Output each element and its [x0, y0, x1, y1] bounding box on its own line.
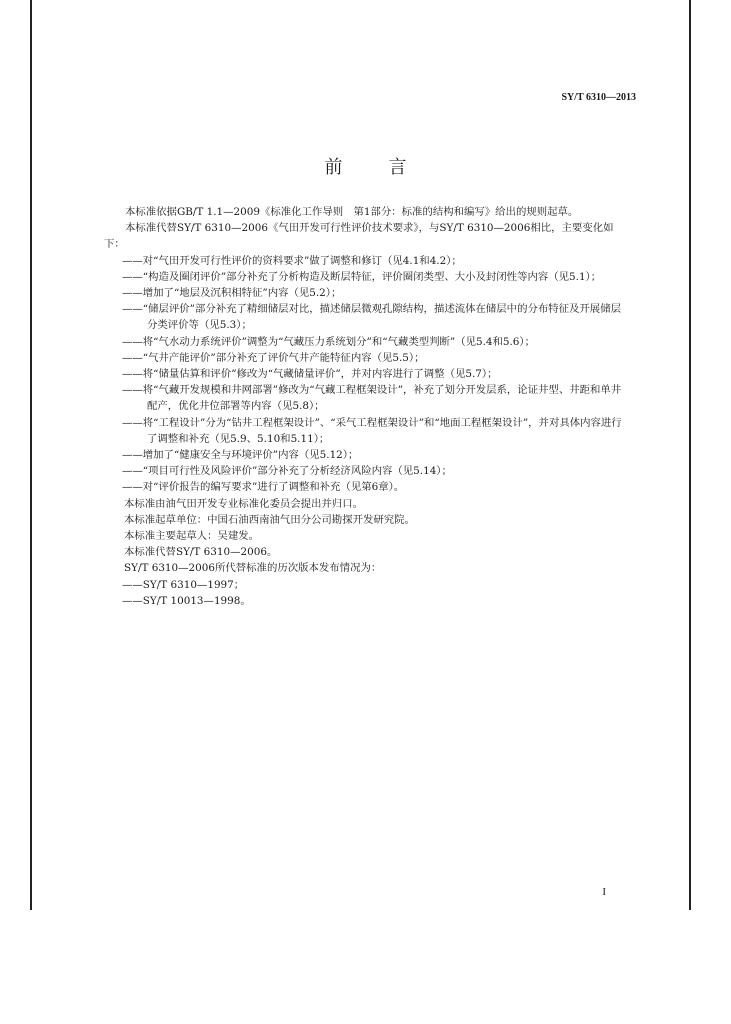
document-body [104, 204, 629, 609]
list-item: ——“储层评价”部分补充了精细储层对比，描述储层微观孔隙结构，描述流体在储层中的分布特征及开展储层分类评价等（见5.3）； [122, 303, 621, 332]
list-item: ——“项目可行性及风险评价”部分补充了分析经济风险内容（见5.14）； [122, 465, 452, 478]
left-border-line [30, 0, 32, 910]
page-number: I [602, 886, 606, 898]
standard-code: SY/T 6310—2013 [561, 92, 636, 103]
list-item: ——SY/T 6310—1997； [122, 578, 245, 591]
paragraph: 本标准依据GB/T 1.1—2009《标准化工作导则 第1部分：标准的结构和编写》给出的规则起草。 [125, 206, 579, 218]
list-item: ——将“气水动力系统评价”调整为“气藏压力系统划分”和“气藏类型判断”（见5.4和5.6）； [122, 335, 535, 348]
paragraph: 本标准起草单位：中国石油西南油气田分公司勘探开发研究院。 [124, 513, 415, 526]
paragraph: 本标准主要起草人：吴建发。 [124, 530, 260, 543]
list-item: ——对“气田开发可行性评价的资料要求”做了调整和修订（见4.1和4.2）； [122, 254, 462, 267]
list-item: ——将“气藏开发规模和井网部署”修改为“气藏工程框架设计”，补充了划分开发层系，论证井型、井距和单井配产，优化井位部署等内容（见5.8）； [122, 384, 622, 413]
list-item: ——将“工程设计”分为“钻井工程框架设计”、“采气工程框架设计”和“地面工程框架设计”，并对具体内容进行了调整和补充（见5.9、5.10和5.11）； [122, 416, 622, 445]
list-item: ——SY/T 10013—1998。 [122, 594, 251, 607]
list-item: ——增加了“地层及沉积相特征”内容（见5.2）； [122, 287, 342, 300]
right-border-line [689, 0, 691, 910]
page-title: 前言 [324, 157, 453, 178]
list-item: ——增加了“健康安全与环境评价”内容（见5.12）； [122, 449, 359, 462]
list-item: ——“气井产能评价”部分补充了评价气井产能特征内容（见5.5）； [122, 351, 425, 364]
list-item: ——对“评价报告的编写要求”进行了调整和补充（见第6章）。 [122, 481, 405, 494]
paragraph: 本标准代替SY/T 6310—2006。 [124, 546, 278, 559]
list-item: ——“构造及圈闭评价”部分补充了分析构造及断层特征，评价圈闭类型、大小及封闭性等内容（见5.1）； [122, 270, 602, 283]
list-item: ——将“储量估算和评价”修改为“气藏储量评价”，并对内容进行了调整（见5.7）； [122, 368, 498, 381]
paragraph: 本标准由油气田开发专业标准化委员会提出并归口。 [124, 497, 363, 510]
paragraph: 本标准代替SY/T 6310—2006《气田开发可行性评价技术要求》，与SY/T 6310—2006相比，主要变化如下： [104, 222, 614, 251]
paragraph: SY/T 6310—2006所代替标准的历次版本发布情况为： [124, 562, 382, 575]
